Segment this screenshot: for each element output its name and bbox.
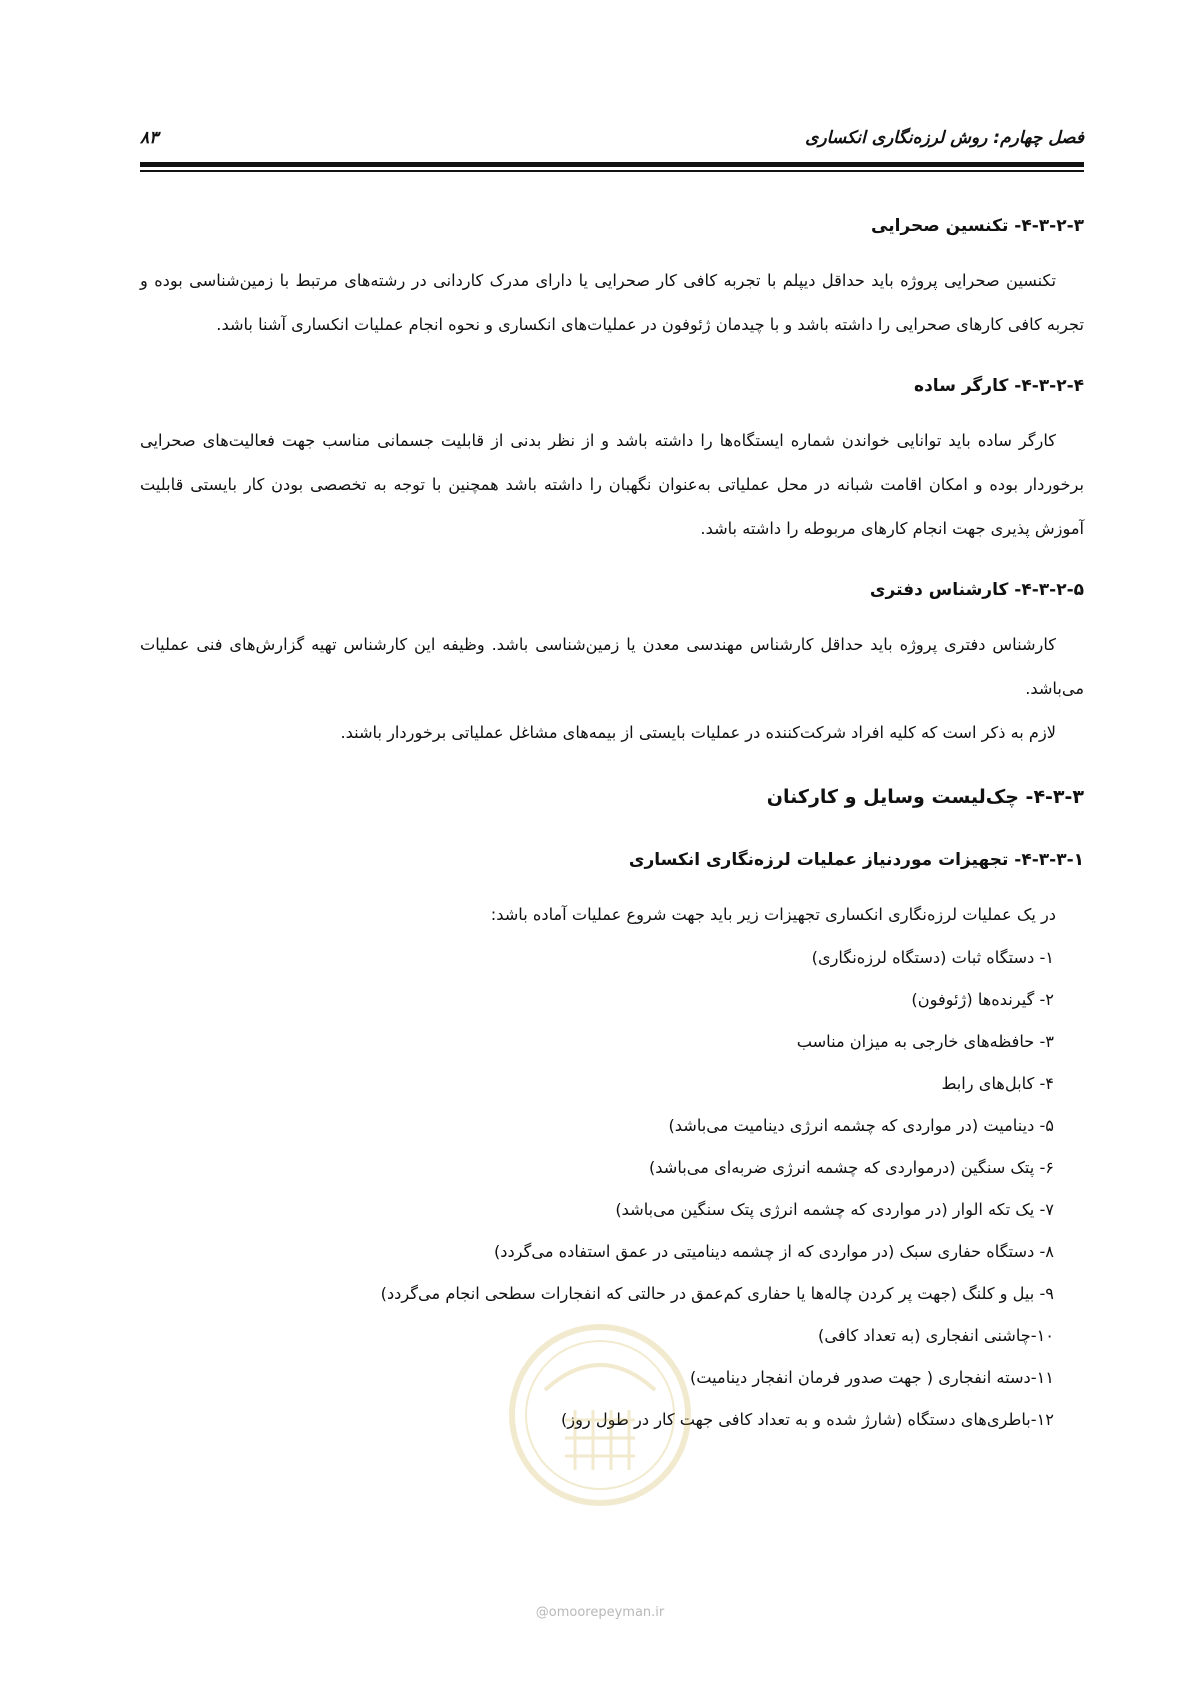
header-rule-thick bbox=[140, 162, 1084, 167]
list-item: ۸- دستگاه حفاری سبک (در مواردی که از چشمه دینامیتی در عمق استفاده می‌گردد) bbox=[493, 1242, 1054, 1261]
section-paragraph: کارشناس دفتری پروژه باید حداقل کارشناس مهندسی معدن یا زمین‌شناسی باشد. وظیفه این کارشناس تهیه گزارش‌های فنی عملیات می‌باشد. bbox=[140, 635, 1084, 698]
chapter-title: فصل چهارم: روش لرزه‌نگاری انکساری bbox=[805, 128, 1084, 148]
section-office-expert bbox=[140, 569, 1084, 755]
section-simple-worker bbox=[140, 365, 1084, 551]
page-number: ۸۳ bbox=[140, 128, 159, 148]
list-item: ۹- بیل و کلنگ (جهت پر کردن چاله‌ها یا حفاری کم‌عمق در حالتی که انفجارات سطحی انجام می‌گردد) bbox=[380, 1284, 1054, 1303]
list-item: ۲- گیرنده‌ها (ژئوفون) bbox=[911, 990, 1054, 1009]
list-item: ۱۱-دسته انفجاری ( جهت صدور فرمان انفجار دینامیت) bbox=[689, 1368, 1054, 1387]
watermark-site: @omoorepeyman.ir bbox=[535, 1605, 665, 1620]
section-heading: ۴-۳-۲-۳- تکنسین صحرایی bbox=[871, 216, 1084, 236]
equipment-intro: در یک عملیات لرزه‌نگاری انکساری تجهیزات زیر باید جهت شروع عملیات آماده باشد: bbox=[490, 905, 1056, 924]
header-rule-thin bbox=[140, 170, 1084, 172]
section-heading: ۴-۳-۳-۱- تجهیزات موردنیاز عملیات لرزه‌نگاری انکساری bbox=[628, 850, 1084, 870]
list-item: ۷- یک تکه الوار (در مواردی که چشمه انرژی پتک سنگین می‌باشد) bbox=[615, 1200, 1054, 1219]
list-item: ۳- حافظه‌های خارجی به میزان مناسب bbox=[796, 1032, 1054, 1051]
list-item: ۵- دینامیت (در مواردی که چشمه انرژی دینامیت می‌باشد) bbox=[668, 1116, 1054, 1135]
list-item: ۱۲-باطری‌های دستگاه (شارژ شده و به تعداد کافی جهت کار در طول روز) bbox=[560, 1410, 1054, 1429]
section-heading: ۴-۳-۳- چک‌لیست وسایل و کارکنان bbox=[766, 786, 1084, 808]
page-content bbox=[140, 205, 1084, 1459]
section-paragraph: تکنسین صحرایی پروژه باید حداقل دیپلم با تجربه کافی کار صحرایی یا دارای مدرک کاردانی در رشته‌های مرتبط با زمین‌شناسی بوده و تجربه کافی کارهای صحرایی را داشته باشد و با چیدمان ژئوفون در عملیات‌های انکساری و نحوه انجام عملیات انکساری آشنا باشد. bbox=[140, 271, 1084, 334]
section-field-technician bbox=[140, 205, 1084, 347]
section-checklist bbox=[140, 773, 1084, 821]
section-paragraph: لازم به ذکر است که کلیه افراد شرکت‌کننده در عملیات بایستی از بیمه‌های مشاغل عملیاتی برخوردار باشند. bbox=[340, 723, 1056, 742]
list-item: ۱۰-چاشنی انفجاری (به تعداد کافی) bbox=[818, 1326, 1054, 1345]
watermark-logo bbox=[505, 1320, 695, 1510]
section-heading: ۴-۳-۲-۴- کارگر ساده bbox=[914, 376, 1084, 396]
section-heading: ۴-۳-۲-۵- کارشناس دفتری bbox=[869, 580, 1084, 600]
section-paragraph: کارگر ساده باید توانایی خواندن شماره ایستگاه‌ها را داشته باشد و از نظر بدنی از قابلیت جسمانی مناسب جهت فعالیت‌های صحرایی برخوردار بوده و امکان اقامت شبانه در محل عملیاتی به‌عنوان نگهبان را داشته باشد همچنین با توجه به تخصصی بودن کار بایستی قابلیت آموزش پذیری جهت انجام کارهای مربوطه را داشته باشد. bbox=[140, 431, 1084, 538]
page-header bbox=[140, 128, 1084, 158]
list-item: ۱- دستگاه ثبات (دستگاه لرزه‌نگاری) bbox=[811, 948, 1054, 967]
list-item: ۴- کابل‌های رابط bbox=[941, 1074, 1054, 1093]
list-item: ۶- پتک سنگین (درمواردی که چشمه انرژی ضربه‌ای می‌باشد) bbox=[648, 1158, 1054, 1177]
